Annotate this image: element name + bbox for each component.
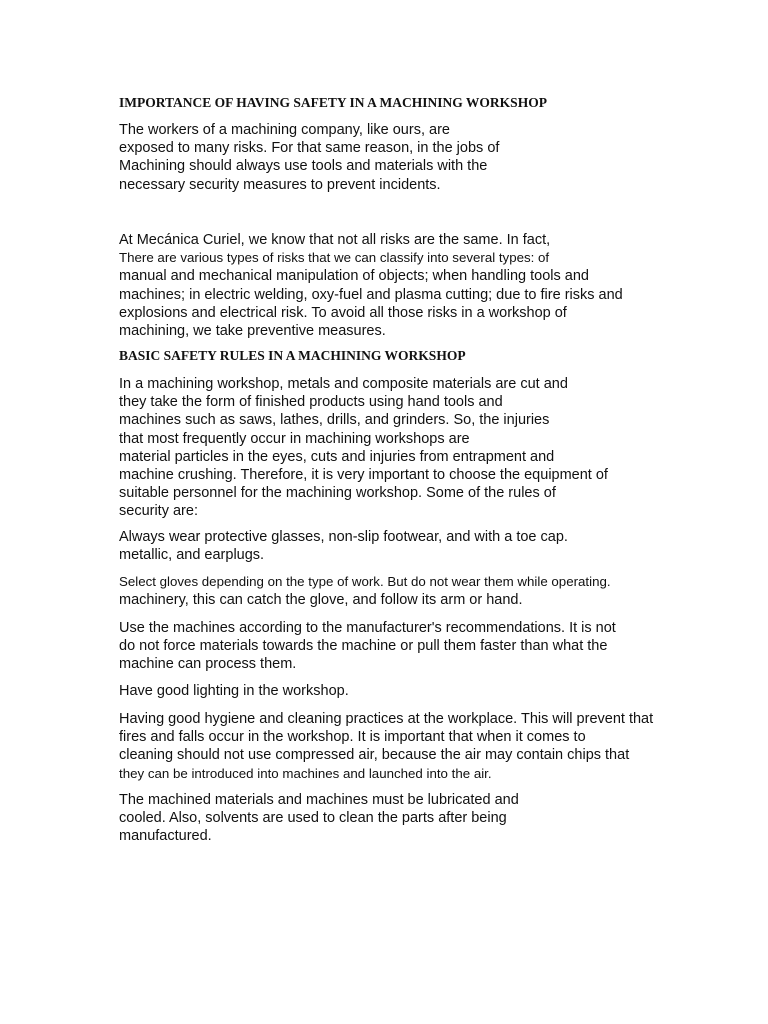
text-line: machining, we take preventive measures.: [119, 323, 386, 340]
text-line: machines such as saws, lathes, drills, and grinders. So, the injuries: [119, 412, 550, 429]
text-line: machinery, this can catch the glove, and follow its arm or hand.: [119, 592, 523, 609]
text-line: metallic, and earplugs.: [119, 547, 265, 564]
text-line: manual and mechanical manipulation of objects; when handling tools and: [119, 268, 589, 285]
heading-importance: IMPORTANCE OF HAVING SAFETY IN A MACHINING WORKSHOP: [119, 95, 547, 110]
text-line: exposed to many risks. For that same reason, in the jobs of: [119, 140, 500, 157]
text-line: At Mecánica Curiel, we know that not all risks are the same. In fact,: [119, 232, 551, 248]
text-line: Have good lighting in the workshop.: [119, 683, 349, 699]
paragraph-workshop: [119, 375, 608, 521]
text-line: fires and falls occur in the workshop. It is important that when it comes to: [119, 729, 586, 746]
text-line: machines; in electric welding, oxy-fuel and plasma cutting; due to fire risks and: [119, 286, 623, 303]
text-line: they take the form of finished products using hand tools and: [119, 394, 503, 411]
text-line: material particles in the eyes, cuts and injuries from entrapment and: [119, 448, 555, 465]
paragraph-risks: [119, 231, 623, 340]
text-line: they can be introduced into machines and launched into the air.: [119, 765, 492, 781]
text-line: security are:: [119, 503, 198, 520]
text-line: Always wear protective glasses, non-slip footwear, and with a toe cap.: [119, 529, 568, 545]
paragraph-intro: [119, 121, 499, 194]
text-line: Use the machines according to the manufacturer's recommendations. It is not: [119, 620, 616, 636]
text-line: The workers of a machining company, like ours, are: [119, 122, 450, 138]
text-line: do not force materials towards the machine or pull them faster than what the: [119, 638, 608, 655]
heading-basic-rules: BASIC SAFETY RULES IN A MACHINING WORKSHOP: [119, 348, 466, 363]
text-line: suitable personnel for the machining workshop. Some of the rules of: [119, 485, 556, 502]
text-line: Having good hygiene and cleaning practices at the workplace. This will prevent that: [119, 711, 654, 727]
text-line: Machining should always use tools and materials with the: [119, 158, 488, 175]
text-line: that most frequently occur in machining workshops are: [119, 430, 470, 447]
text-line: cleaning should not use compressed air, because the air may contain chips that: [119, 747, 630, 764]
text-line: cooled. Also, solvents are used to clean the parts after being: [119, 810, 507, 827]
rule-protective-gear: [119, 528, 568, 564]
text-line: machine can process them.: [119, 656, 297, 673]
rule-hygiene: [119, 710, 653, 783]
text-line: The machined materials and machines must be lubricated and: [119, 792, 519, 808]
text-line: manufactured.: [119, 828, 212, 845]
rule-gloves: [119, 573, 611, 609]
text-line: machine crushing. Therefore, it is very important to choose the equipment of: [119, 467, 608, 484]
text-line: There are various types of risks that we can classify into several types: of: [119, 250, 550, 266]
rule-machines: [119, 619, 616, 674]
rule-lighting: [119, 682, 349, 700]
text-line: In a machining workshop, metals and composite materials are cut and: [119, 376, 568, 392]
rule-lubrication: [119, 791, 519, 846]
text-line: Select gloves depending on the type of work. But do not wear them while operating.: [119, 574, 611, 589]
text-line: necessary security measures to prevent incidents.: [119, 176, 441, 193]
text-line: explosions and electrical risk. To avoid all those risks in a workshop of: [119, 304, 567, 321]
